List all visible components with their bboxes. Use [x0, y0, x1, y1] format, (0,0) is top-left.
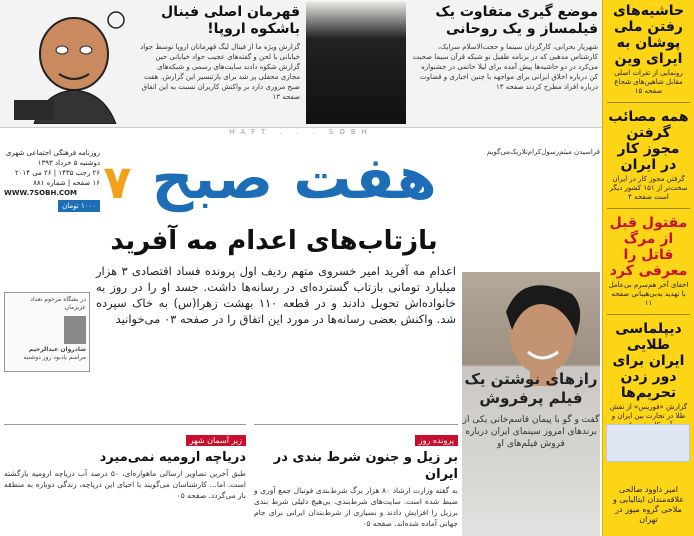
side-story-2-title: همه مصائب گرفتن مجوز کار در ایران	[608, 109, 689, 173]
logo-text: هفت صبح	[151, 144, 437, 212]
actress-photo	[306, 2, 406, 124]
date-box	[4, 148, 100, 212]
side-story-4[interactable]	[603, 318, 694, 433]
side-story-5-text: امیر داوود صالحی علاقه‌مندان ایتالیایی و ملاحی گروه میوز در تهران	[612, 485, 685, 524]
ad-line-2: شادروان عبدالرحیم	[28, 346, 86, 353]
price-badge: ۱۰۰۰ تومان	[58, 200, 100, 212]
top-story-1[interactable]	[412, 4, 598, 124]
obituary-ad	[4, 292, 90, 372]
logo-number: ۷	[103, 155, 132, 209]
bottom-story-1[interactable]	[254, 424, 458, 529]
divider	[607, 314, 690, 315]
caricature-illustration	[4, 4, 134, 124]
date-line-2: دوشنبه ۵ خرداد ۱۳۹۳	[37, 159, 100, 167]
side-story-5[interactable]	[603, 480, 694, 528]
top-story-1-body: شهریار بحرانی، کارگردان سینما و حجت‌الاسلام سرایک، کارشناس مذهبی که در برنامه طفیل نو شبکه قرآن سیما صحبت می‌کرد در دو حاشیه‌ها پیش آمده برای لیلا حاتمی در جشنواره کن درباره اخلاق ایرانی برای مواجهه با چنین اخباری و قضاوت درباره افراد مطرح کردند صفحه ۱۳	[412, 43, 598, 91]
newspaper-logo[interactable]	[100, 138, 440, 220]
divider	[607, 208, 690, 209]
top-story-2-body: گزارش ویژه ما از فینال لیگ قهرمانان اروپا توسط جواد خیابانی با لحن و گفته‌های عجیب جواد خیابانی حین گزارش شکوه دادند سایت‌های رسمی و شبکه‌های مجازی محفلی پر شد برای بازتنسیر این گزارش. هفت صبح مروری دارد بر واکنش کاربران نسبت به این اتفاق صفحه ۱۳	[140, 43, 300, 101]
bottom-story-2-body: طبق آخرین تصاویر ارسالی ماهواره‌ای، ۵۰ درصد آب دریاچه ارومیه بازگشته است. اما... کارشناسان می‌گویند با احیای این دریاچه، زندگی دوباره به منطقه باز می‌گردد. صفحه ۰۵	[4, 469, 246, 500]
masthead-strip: HAFT . . . SOBH	[229, 128, 373, 136]
top-story-1-title: موضع گیری متفاوت یک فیلمساز و یک روحانی	[435, 4, 598, 37]
photo-caption[interactable]	[462, 370, 600, 450]
side-story-4-title: دیپلماسی طلایی ایران برای دور زدن تحریم‌ها	[612, 321, 685, 401]
main-lead: اعدام مه آفرید امیر خسروی متهم ردیف اول پرونده فساد اقتصادی ۳ هزار میلیارد تومانی بازتاب گسترده‌ای در رسانه‌ها داشت. جسد او را در روز به خانواده‌اش تحویل دادند و در قطعه ۱۱۰ بهشت زهرا(س) به خاک سپرده شد. واکنش بعضی رسانه‌ها در مورد این اتفاق را در صفحه ۰۳ می‌خوانید	[96, 264, 456, 326]
bottom-story-2-kicker: زیر آسمان شهر	[186, 435, 246, 446]
caricature-icon	[4, 4, 134, 124]
side-story-4-text: گزارش «فوریس» از نقش طلا در تجارت بین ایران و	[609, 403, 688, 420]
main-headline[interactable]: بازتاب‌های اعدام مه آفرید	[110, 226, 438, 256]
side-story-2-text: گرفتن مجوز کار در ایران سخت‌تر از ۱۵۱ کشور دیگر است صفحه ۴	[609, 175, 688, 201]
date-line-3: ۲۶ رجب ۱۴۳۵ | ۲۶ می ۲۰۱۴	[14, 169, 100, 177]
date-line-4: ۱۶ صفحه | شماره ۸۸۱	[33, 179, 100, 187]
logo-wordmark	[100, 138, 440, 222]
side-story-1-title: حاشیه‌های رفتن ملی پوشان به ایرای وین	[612, 3, 685, 67]
bottom-story-1-title: بر زیل و جنون شرط بندی در ایران	[273, 450, 458, 482]
bottom-story-2-title: دریاچه ارومیه نمی‌میرد	[99, 450, 246, 465]
bottom-story-2[interactable]	[4, 424, 246, 501]
photo-caption-sub: گفت و گو با پیمان قاسم‌خانی یکی از برندهای امروز سینمای ایران درباره فروش فیلم‌های او	[462, 415, 600, 449]
photo-caption-title: رازهای نوشتن یک فیلم پرفروش	[464, 370, 598, 407]
top-story-2-title: قهرمان اصلی فینال باشکوه اروپا!	[161, 4, 300, 37]
side-story-2[interactable]	[603, 106, 694, 205]
side-story-5-image	[606, 424, 690, 462]
top-story-2[interactable]	[140, 4, 300, 124]
side-story-1[interactable]	[603, 0, 694, 99]
slogan: فراسیدن میثم‌رسول‌کرام‌تلاریک‌می‌گویم	[486, 148, 600, 156]
ad-photo	[64, 316, 86, 344]
side-story-3-title: مقتول قبل از مرگ قاتل را معرفی کرد	[609, 215, 688, 279]
side-story-3-text: اخفای آخر هم‌سرم بی‌عامل با تهدید به‌بی‌هیبانی صفحه ۱۱	[608, 281, 689, 307]
side-story-3[interactable]	[603, 212, 694, 311]
bottom-story-1-kicker: پرونده روز	[415, 435, 458, 446]
divider	[607, 102, 690, 103]
bottom-story-1-body: به گفته وزارت ارشاد ۸۰ هزار برگ شرط‌بندی فوتبال جمع آوری و ضبط شده است. سایت‌های شرط‌بندی، بی‌هیچ دلیلی شرط بندی برزیل را افزایش دادند و بسیاری از شرط‌بندان ایرانی برای جام جهانی آماده شده‌اند. صفحه ۰۵	[254, 486, 458, 528]
ad-line-1: در بشگاه مرحوم تعداد عزیزمان	[30, 296, 86, 311]
website[interactable]: WWW.7SOBH.COM	[4, 189, 78, 197]
ad-line-3: مراسم یادبود روز دوشنبه	[23, 354, 86, 361]
side-story-1-text: رونمایی از تفرات اصلی مقابل شاهین‌های شجاع صفحه ۱۵	[614, 69, 683, 95]
date-line-1: روزنامه فرهنگی اجتماعی شهری	[5, 149, 100, 157]
